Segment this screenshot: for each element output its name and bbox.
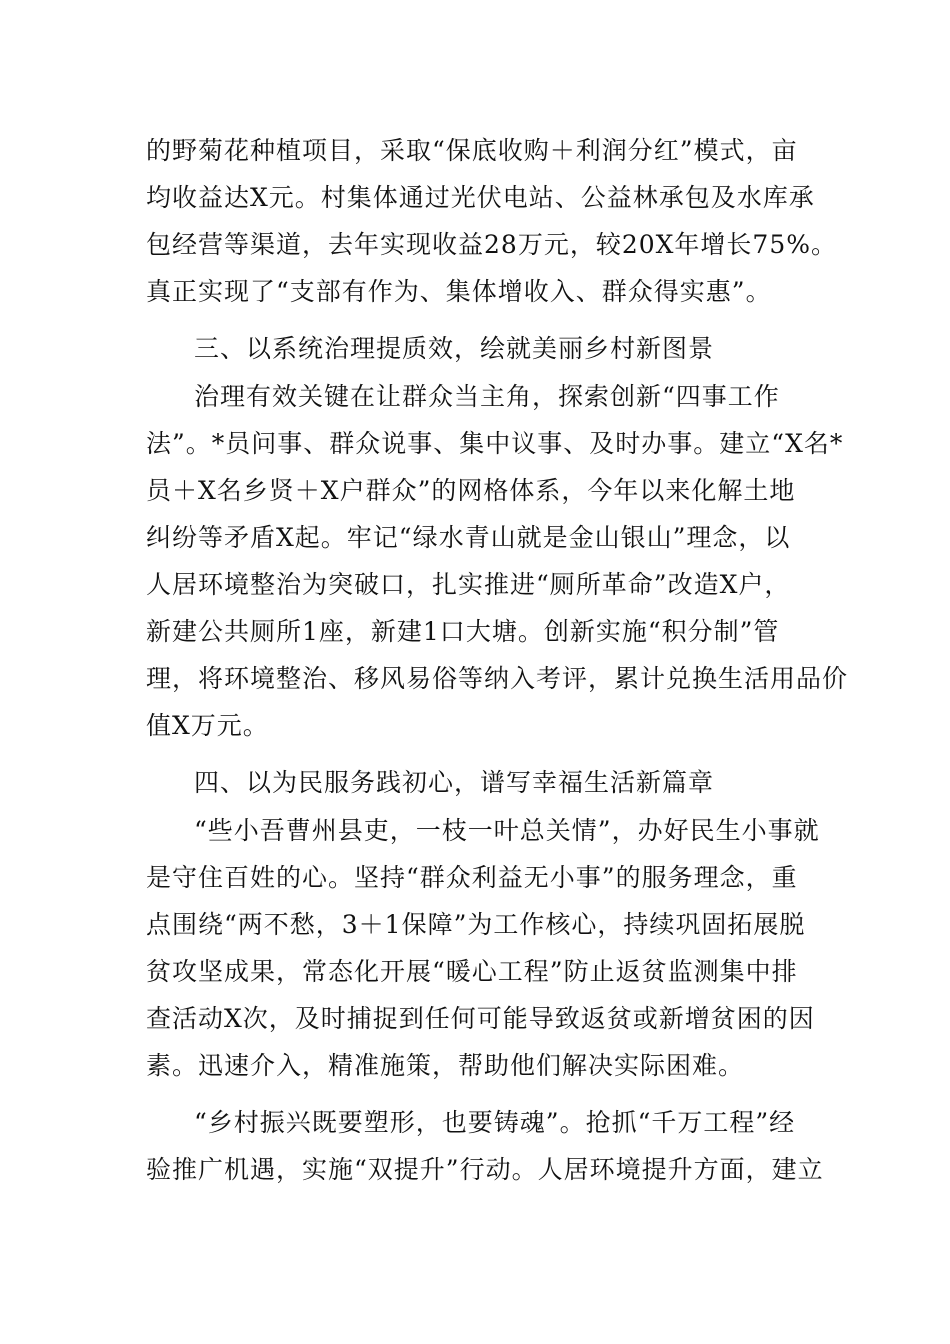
paragraph-line: 人居环境整治为突破口，扎实推进“厕所革命”改造X户， [146, 570, 791, 599]
paragraph-line: 点围绕“两不愁，3＋1保障”为工作核心，持续巩固拓展脱 [146, 910, 806, 939]
paragraph-line: 素。迅速介入，精准施策，帮助他们解决实际困难。 [146, 1051, 745, 1080]
paragraph-line: 查活动X次，及时捕捉到任何可能导致返贫或新增贫困的因 [146, 1004, 815, 1033]
paragraph-line: 治理有效关键在让群众当主角，探索创新“四事工作 [194, 382, 780, 411]
section-heading: 三、以系统治理提质效，绘就美丽乡村新图景 [194, 334, 715, 363]
section-heading: 四、以为民服务践初心，谱写幸福生活新篇章 [194, 768, 715, 797]
paragraph-line: 法”。*员问事、群众说事、集中议事、及时办事。建立“X名* [146, 429, 844, 458]
paragraph-line: 的野菊花种植项目，采取“保底收购＋利润分红”模式，亩 [146, 136, 798, 165]
paragraph-line: 真正实现了“支部有作为、集体增收入、群众得实惠”。 [146, 277, 772, 306]
paragraph-line: 均收益达X元。村集体通过光伏电站、公益林承包及水库承 [146, 183, 815, 212]
paragraph-line: 包经营等渠道，去年实现收益28万元，较20X年增长75%。 [146, 230, 837, 259]
paragraph-line: 理，将环境整治、移风易俗等纳入考评，累计兑换生活用品价 [146, 664, 849, 693]
paragraph-line: 新建公共厕所1座，新建1口大塘。创新实施“积分制”管 [146, 617, 780, 646]
paragraph-line: “乡村振兴既要塑形，也要铸魂”。抢抓“千万工程”经 [194, 1108, 796, 1137]
paragraph-line: 纠纷等矛盾X起。牢记“绿水青山就是金山银山”理念，以 [146, 523, 791, 552]
paragraph-line: 是守住百姓的心。坚持“群众利益无小事”的服务理念，重 [146, 863, 798, 892]
paragraph-line: 验推广机遇，实施“双提升”行动。人居环境提升方面，建立 [146, 1155, 824, 1184]
paragraph-line: 贫攻坚成果，常态化开展“暖心工程”防止返贫监测集中排 [146, 957, 798, 986]
paragraph-line: 员＋X名乡贤＋X户群众”的网格体系，今年以来化解土地 [146, 476, 796, 505]
paragraph-line: “些小吾曹州县吏，一枝一叶总关情”，办好民生小事就 [194, 816, 820, 845]
paragraph-line: 值X万元。 [146, 711, 269, 740]
